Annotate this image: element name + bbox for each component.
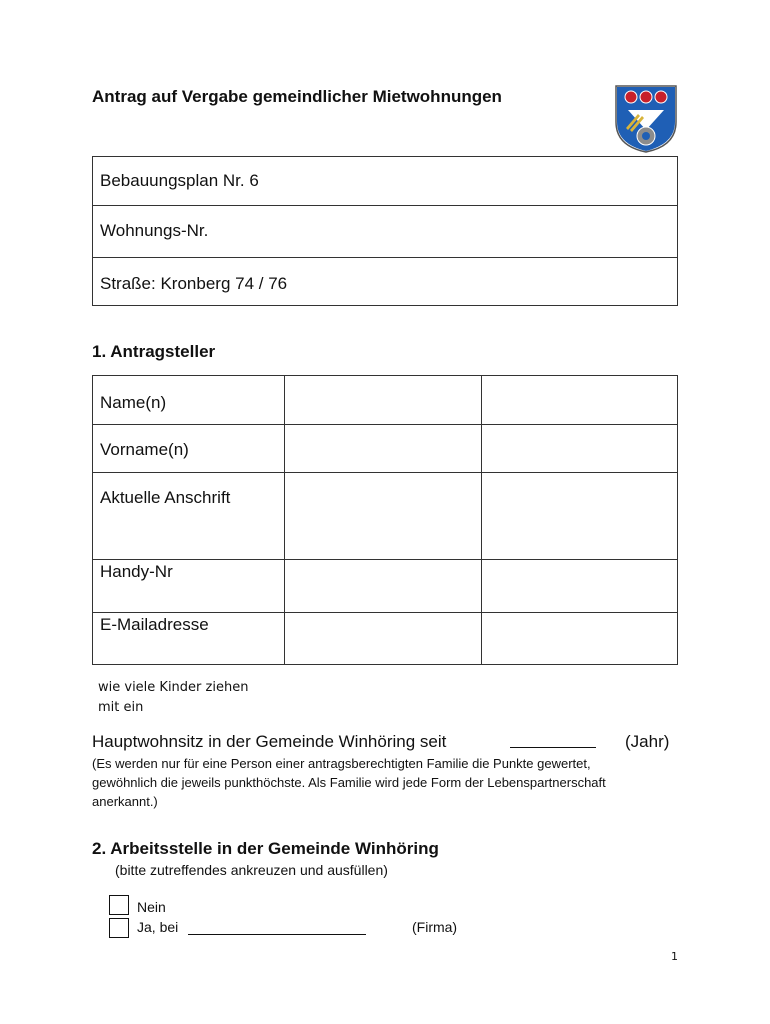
row-divider [93,424,677,425]
first-name-label: Vorname(n) [100,440,189,459]
street-row [93,257,677,305]
column-divider [284,376,285,664]
section-2-heading: 2. Arbeitsstelle in der Gemeinde Winhöring [92,839,439,858]
no-checkbox[interactable] [109,895,129,915]
section-1-heading: 1. Antragsteller [92,342,216,361]
employer-field[interactable] [188,934,366,935]
company-label: (Firma) [412,919,458,935]
column-divider [481,376,482,664]
name-label: Name(n) [100,393,167,412]
email-label: E-Mailadresse [100,615,209,634]
page-number: 1 [671,950,678,963]
applicant-table [92,375,678,665]
residence-since-label: Hauptwohnsitz in der Gemeinde Winhöring seit [92,732,447,751]
plan-number-label: Bebauungsplan Nr. 6 [100,171,259,190]
apartment-number-label: Wohnungs-Nr. [100,221,209,240]
children-label-line1: wie viele Kinder ziehen [98,680,249,695]
no-option-label: Nein [137,899,166,915]
note-line-1: (Es werden nur für eine Person einer antragsberechtigten Familie die Punkte gewertet, [92,756,591,771]
plan-number-row [93,157,677,206]
row-divider [93,612,677,613]
coat-of-arms-icon [614,84,678,154]
year-label: (Jahr) [625,732,670,751]
apartment-number-row[interactable] [93,205,677,258]
note-line-2: gewöhnlich die jeweils punkthöchste. Als Familie wird jede Form der Lebenspartnerschaft [92,775,606,790]
children-label-line2: mit ein [98,700,144,715]
form-title: Antrag auf Vergabe gemeindlicher Mietwohnungen [92,87,502,106]
street-label: Straße: Kronberg 74 / 76 [100,274,288,293]
address-label: Aktuelle Anschrift [100,488,231,507]
row-divider [93,472,677,473]
note-line-3: anerkannt.) [92,794,158,809]
yes-checkbox[interactable] [109,918,129,938]
residence-year-field[interactable] [510,747,596,748]
mobile-label: Handy-Nr [100,562,173,581]
yes-option-label: Ja, bei [137,919,179,935]
children-count-label [98,678,298,718]
section-2-instruction: (bitte zutreffendes ankreuzen und ausfüllen) [115,862,388,878]
residence-note [92,754,682,811]
row-divider [93,559,677,560]
property-info-table [92,156,678,306]
